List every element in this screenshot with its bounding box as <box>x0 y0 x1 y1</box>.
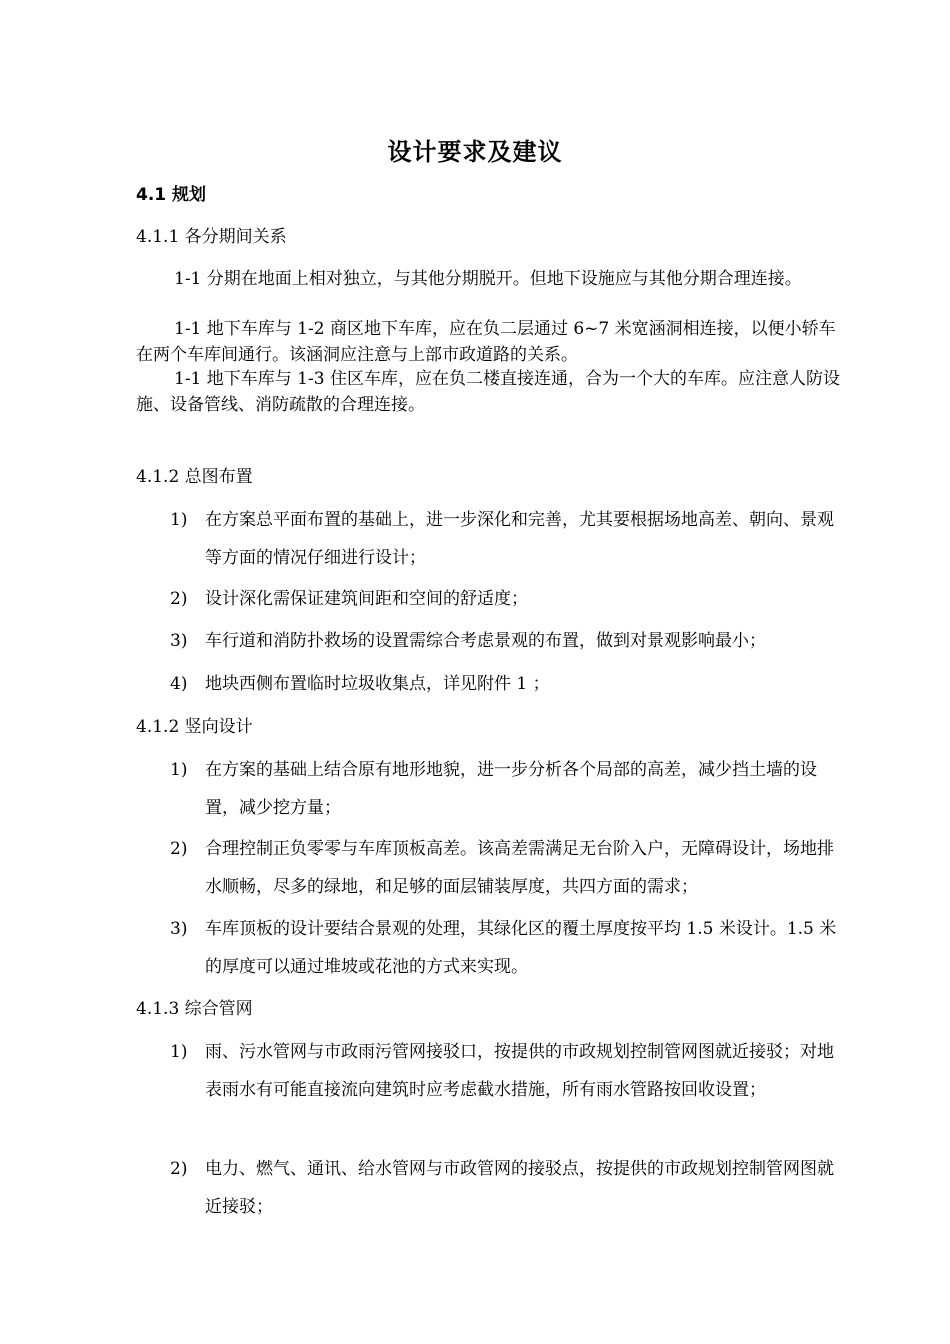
paragraph: 1-1 地下车库与 1-2 商区地下车库，应在负二层通过 6~7 米宽涵洞相连接，以便小轿车在两个车库间通行。该涵洞应注意与上部市政道路的关系。 <box>136 319 836 365</box>
list-number: 1) <box>170 1042 188 1062</box>
list-number: 3) <box>170 631 188 651</box>
subsection-heading-4-1-1: 4.1.1 各分期间关系 <box>136 227 287 247</box>
list-text: 设计深化需保证建筑间距和空间的舒适度； <box>205 589 528 609</box>
list-text: 在方案的基础上结合原有地形地貌，进一步分析各个局部的高差，减少挡土墙的设置，减少挖方量； <box>205 760 817 818</box>
list-item <box>170 622 850 660</box>
list-item <box>170 580 850 618</box>
list-text: 地块西侧布置临时垃圾收集点，详见附件 1 ； <box>205 674 550 694</box>
page-title: 设计要求及建议 <box>387 138 563 166</box>
list-item <box>170 665 850 703</box>
list-item <box>170 1033 850 1109</box>
list-text: 车行道和消防扑救场的设置需综合考虑景观的布置，做到对景观影响最小； <box>205 631 766 651</box>
list-text: 雨、污水管网与市政雨污管网接驳口，按提供的市政规划控制管网图就近接驳；对地表雨水有可能直接流向建筑时应考虑截水措施，所有雨水管路按回收设置； <box>205 1042 834 1100</box>
subsection-heading-4-1-2: 4.1.2 总图布置 <box>136 467 253 487</box>
list-item <box>170 751 850 827</box>
list-number: 1) <box>170 510 188 530</box>
list-text: 合理控制正负零零与车库顶板高差。该高差需满足无台阶入户，无障碍设计，场地排水顺畅，尽多的绿地，和足够的面层铺装厚度，共四方面的需求； <box>205 839 834 897</box>
list-number: 3) <box>170 919 188 939</box>
list-text: 在方案总平面布置的基础上，进一步深化和完善，尤其要根据场地高差、朝向、景观等方面的情况仔细进行设计； <box>205 510 834 568</box>
list-item <box>170 830 850 906</box>
list-number: 2) <box>170 589 188 609</box>
list-number: 2) <box>170 1159 188 1179</box>
list-text: 电力、燃气、通讯、给水管网与市政管网的接驳点，按提供的市政规划控制管网图就近接驳； <box>205 1159 834 1217</box>
section-heading: 4.1 规划 <box>136 185 207 205</box>
paragraph: 1-1 地下车库与 1-3 住区车库，应在负二楼直接连通，合为一个大的车库。应注意人防设施、设备管线、消防疏散的合理连接。 <box>136 369 840 415</box>
list-text: 车库顶板的设计要结合景观的处理，其绿化区的覆土厚度按平均 1.5 米设计。1.5 米的厚度可以通过堆坡或花池的方式来实现。 <box>205 919 837 977</box>
list-item <box>170 1150 850 1226</box>
list-number: 1) <box>170 760 188 780</box>
list-item <box>170 501 850 577</box>
paragraph: 1-1 分期在地面上相对独立，与其他分期脱开。但地下设施应与其他分期合理连接。 <box>174 269 802 289</box>
list-item <box>170 910 850 986</box>
list-number: 2) <box>170 839 188 859</box>
subsection-heading-4-1-2-vertical: 4.1.2 竖向设计 <box>136 717 253 737</box>
subsection-heading-4-1-3: 4.1.3 综合管网 <box>136 999 253 1019</box>
list-number: 4) <box>170 674 188 694</box>
